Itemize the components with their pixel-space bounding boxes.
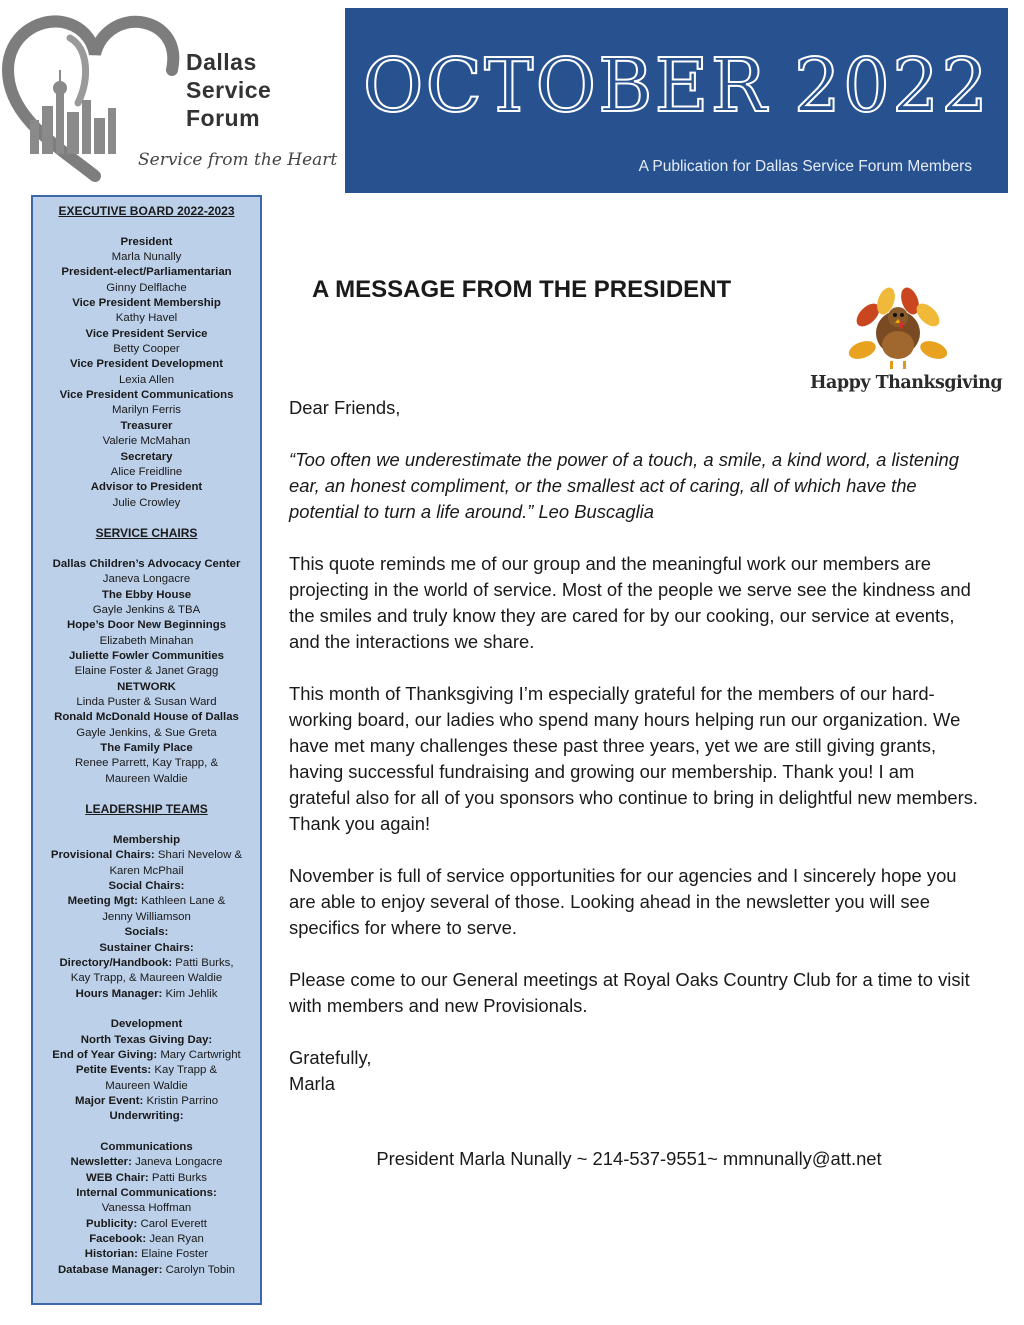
- team-name: Maureen Waldie: [105, 1079, 188, 1092]
- agency: The Ebby House: [101, 588, 192, 601]
- team-name: Kay Trapp &: [154, 1064, 218, 1077]
- team-label: Socials:: [124, 926, 169, 939]
- officer-name: Betty Cooper: [113, 343, 180, 356]
- role: Advisor to President: [90, 481, 203, 494]
- chair-names: Elizabeth Minahan: [99, 634, 194, 647]
- executive-list: [33, 235, 260, 511]
- officer-name: Alice Freidline: [110, 465, 183, 478]
- service-list: [33, 557, 260, 787]
- message-heading: A MESSAGE FROM THE PRESIDENT: [312, 276, 732, 303]
- agency: Juliette Fowler Communities: [68, 649, 225, 662]
- service-chairs-heading: SERVICE CHAIRS: [95, 526, 198, 541]
- team-label: Newsletter:: [70, 1156, 132, 1169]
- chair-names: Maureen Waldie: [105, 772, 188, 785]
- team-label: Database Manager:: [57, 1263, 163, 1276]
- agency: Dallas Children’s Advocacy Center: [52, 557, 241, 570]
- team-name: Carolyn Tobin: [165, 1263, 236, 1276]
- role: Vice President Service: [85, 327, 208, 340]
- team-label: End of Year Giving:: [52, 1048, 158, 1061]
- org-name: Dallas Service Forum: [186, 49, 272, 131]
- signature: Marla: [289, 1073, 335, 1094]
- team-label: Publicity:: [86, 1217, 138, 1230]
- team-name: Kim Jehlik: [165, 987, 218, 1000]
- executive-board-heading: EXECUTIVE BOARD 2022-2023: [58, 204, 235, 218]
- header-banner: [345, 8, 1008, 193]
- team-label: Underwriting:: [109, 1110, 184, 1123]
- team-name: Karen McPhail: [109, 864, 184, 877]
- officer-name: Lexia Allen: [118, 373, 175, 386]
- team-label: Meeting Mgt:: [67, 895, 138, 908]
- chair-names: Renee Parrett, Kay Trapp, &: [74, 757, 219, 770]
- leo-buscaglia-quote: “Too often we underestimate the power of a touch, a smile, a kind word, a listening ear, an honest compliment, or the smallest act of caring, all of which have the potential to turn a life around.” Leo Buscaglia: [289, 449, 959, 522]
- team-label: Major Event:: [74, 1094, 144, 1107]
- team-title: Communications: [100, 1140, 193, 1153]
- team-label: WEB Chair:: [86, 1171, 149, 1184]
- chair-names: Linda Puster & Susan Ward: [76, 696, 217, 708]
- team-name: Carol Everett: [140, 1217, 207, 1230]
- officer-name: Julie Crowley: [112, 496, 181, 509]
- team-label: North Texas Giving Day:: [80, 1033, 213, 1046]
- board-sidebar: [31, 195, 262, 1305]
- team-label: Sustainer Chairs:: [99, 941, 194, 954]
- chair-names: Janeva Longacre: [102, 573, 191, 586]
- team-label: Facebook:: [89, 1233, 147, 1246]
- leadership-teams-heading: LEADERSHIP TEAMS: [85, 802, 208, 817]
- team-label: Hours Manager:: [75, 987, 163, 1000]
- greeting: Dear Friends,: [289, 397, 401, 418]
- team-label: Internal Communications:: [76, 1187, 217, 1199]
- team-title: Development: [110, 1018, 183, 1031]
- president-contact: President Marla Nunally ~ 214-537-9551~ mmnunally@att.net: [376, 1148, 882, 1169]
- paragraph-2: This month of Thanksgiving I’m especially grateful for the members of our hard-working board, our ladies who spend many hours helping run our organization. We have met many challenges these past three years, yet we are still giving grants, having successful fundraising and growing our membership. Thank you! I am grateful also for all of you sponsors who continue to bring in delightful new members. Thank you again!: [289, 683, 979, 834]
- role: Vice President Development: [70, 358, 223, 371]
- role: President: [120, 235, 173, 248]
- agency: Ronald McDonald House of Dallas: [54, 711, 239, 724]
- chair-names: Gayle Jenkins, & Sue Greta: [76, 726, 217, 739]
- team-label: Historian:: [84, 1248, 138, 1261]
- communications-team: [33, 1140, 260, 1278]
- agency: NETWORK: [117, 680, 176, 693]
- development-team: [33, 1017, 260, 1124]
- officer-name: Ginny Delflache: [106, 281, 187, 294]
- officer-name: Valerie McMahan: [102, 435, 191, 448]
- publication-subtitle: A Publication for Dallas Service Forum Members: [638, 158, 972, 175]
- team-name: Shari Nevelow &: [157, 849, 243, 862]
- team-name: Patti Burks: [151, 1171, 207, 1184]
- team-label: Directory/Handbook:: [59, 956, 173, 969]
- team-name: Kay Trapp, & Maureen Waldie: [70, 972, 223, 985]
- paragraph-1: This quote reminds me of our group and the meaningful work our members are projecting in the world of service. Most of the people we serve see the kindness and the smiles and truly know they are cared for by our cooking, our service at events, and the interactions we share.: [289, 553, 971, 652]
- chair-names: Elaine Foster & Janet Gragg: [74, 665, 219, 678]
- team-name: Kristin Parrino: [146, 1094, 219, 1107]
- happy-thanksgiving-caption: Happy Thanksgiving: [810, 373, 1003, 393]
- team-name: Vanessa Hoffman: [101, 1202, 192, 1215]
- team-label: Social Chairs:: [108, 880, 185, 893]
- membership-team: [33, 833, 260, 1002]
- team-name: Mary Cartwright: [160, 1048, 241, 1061]
- team-label: Petite Events:: [75, 1064, 152, 1077]
- team-name: Jenny Williamson: [102, 910, 191, 923]
- team-name: Patti Burks,: [175, 956, 234, 969]
- role: President-elect/Parliamentarian: [61, 266, 232, 279]
- chair-names: Gayle Jenkins & TBA: [92, 603, 201, 616]
- team-name: Jean Ryan: [149, 1233, 204, 1246]
- paragraph-4: Please come to our General meetings at Royal Oaks Country Club for a time to visit with members and new Provisionals.: [289, 969, 970, 1016]
- team-name: Janeva Longacre: [135, 1156, 223, 1169]
- role: Vice President Membership: [72, 297, 221, 310]
- role: Vice President Communications: [59, 389, 234, 402]
- tagline: Service from the Heart: [138, 150, 338, 170]
- role: Treasurer: [120, 419, 173, 432]
- officer-name: Marilyn Ferris: [112, 404, 181, 417]
- issue-title: OCTOBER 2022: [362, 43, 991, 129]
- role: Secretary: [120, 450, 173, 463]
- team-name: Kathleen Lane &: [141, 895, 226, 908]
- paragraph-3: November is full of service opportunities for our agencies and I sincerely hope you are able to enjoy several of those. Looking ahead in the newsletter you will see specifics for where to serve.: [289, 865, 957, 938]
- turkey-icon: [810, 285, 985, 375]
- thanksgiving-graphic: [810, 285, 1003, 410]
- officer-name: Marla Nunally: [111, 251, 182, 264]
- agency: Hope’s Door New Beginnings: [66, 619, 227, 632]
- team-title: Membership: [112, 834, 181, 847]
- team-name: Elaine Foster: [141, 1248, 209, 1261]
- agency: The Family Place: [100, 742, 193, 755]
- officer-name: Kathy Havel: [115, 312, 178, 325]
- closing: Gratefully,: [289, 1047, 372, 1068]
- team-label: Provisional Chairs:: [50, 849, 155, 862]
- dsf-logo: [0, 8, 338, 188]
